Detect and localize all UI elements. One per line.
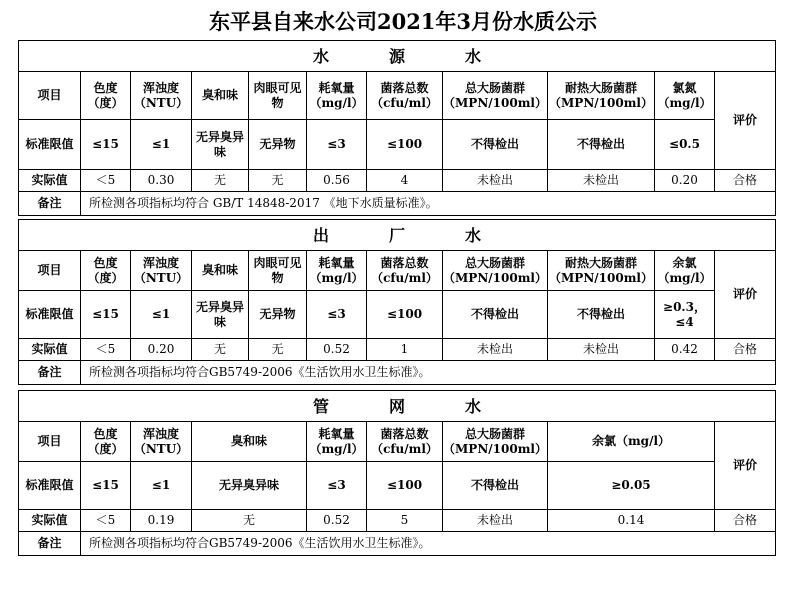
header-cell: 耗氧量（mg/l） bbox=[307, 72, 367, 120]
header-cell: 余氯（mg/l） bbox=[548, 422, 715, 462]
actual-cell: 0.20 bbox=[655, 170, 715, 192]
header-cell: 浑浊度（NTU） bbox=[131, 422, 192, 462]
actual-cell: 0.52 bbox=[307, 510, 367, 532]
evaluation-label: 评价 bbox=[715, 422, 776, 510]
standard-cell: ≤3 bbox=[307, 120, 367, 170]
actual-cell: 0.56 bbox=[307, 170, 367, 192]
standard-cell: 不得检出 bbox=[443, 462, 548, 510]
actual-cell: 0.20 bbox=[131, 339, 192, 361]
actual-cell: 未检出 bbox=[548, 339, 655, 361]
actual-cell: 5 bbox=[367, 510, 443, 532]
actual-cell: 0.14 bbox=[548, 510, 715, 532]
evaluation-cell: 合格 bbox=[715, 170, 776, 192]
standard-cell: 不得检出 bbox=[548, 120, 655, 170]
header-cell: 色度（度） bbox=[81, 72, 131, 120]
header-cell: 臭和味 bbox=[192, 72, 249, 120]
standard-cell: 不得检出 bbox=[443, 120, 548, 170]
evaluation-cell: 合格 bbox=[715, 339, 776, 361]
standard-label: 标准限值 bbox=[19, 120, 81, 170]
header-cell: 肉眼可见物 bbox=[249, 72, 307, 120]
standard-label: 标准限值 bbox=[19, 462, 81, 510]
actual-cell: 4 bbox=[367, 170, 443, 192]
actual-cell: 未检出 bbox=[443, 510, 548, 532]
evaluation-cell: 合格 bbox=[715, 510, 776, 532]
header-cell: 肉眼可见物 bbox=[249, 251, 307, 291]
remark-text: 所检测各项指标均符合 GB/T 14848-2017 《地下水质量标准》。 bbox=[81, 192, 776, 216]
header-cell: 菌落总数（cfu/ml） bbox=[367, 422, 443, 462]
standard-cell: ≤15 bbox=[81, 291, 131, 339]
actual-cell: 无 bbox=[249, 170, 307, 192]
remark-label: 备注 bbox=[19, 532, 81, 556]
actual-cell: 1 bbox=[367, 339, 443, 361]
actual-label: 实际值 bbox=[19, 170, 81, 192]
item-label: 项目 bbox=[19, 422, 81, 462]
standard-cell: ≤100 bbox=[367, 462, 443, 510]
actual-cell: 无 bbox=[192, 510, 307, 532]
header-cell: 菌落总数（cfu/ml） bbox=[367, 251, 443, 291]
standard-cell: ≤3 bbox=[307, 462, 367, 510]
remark-text: 所检测各项指标均符合GB5749-2006《生活饮用水卫生标准》。 bbox=[81, 361, 776, 385]
section-title-factory: 出 厂 水 bbox=[19, 220, 776, 251]
standard-cell: ≤3 bbox=[307, 291, 367, 339]
water-source-table bbox=[18, 40, 776, 216]
standard-cell: ≤1 bbox=[131, 462, 192, 510]
actual-cell: 无 bbox=[249, 339, 307, 361]
header-cell: 浑浊度（NTU） bbox=[131, 251, 192, 291]
actual-cell: 未检出 bbox=[443, 170, 548, 192]
header-cell: 耗氧量（mg/l） bbox=[307, 251, 367, 291]
standard-cell: 无异臭异味 bbox=[192, 291, 249, 339]
header-cell: 耗氧量（mg/l） bbox=[307, 422, 367, 462]
actual-cell: ＜5 bbox=[81, 339, 131, 361]
header-cell: 总大肠菌群（MPN/100ml） bbox=[443, 72, 548, 120]
standard-cell: 不得检出 bbox=[443, 291, 548, 339]
header-cell: 耐热大肠菌群（MPN/100ml） bbox=[548, 72, 655, 120]
standard-label: 标准限值 bbox=[19, 291, 81, 339]
section-title-network: 管 网 水 bbox=[19, 391, 776, 422]
standard-cell: ≤100 bbox=[367, 120, 443, 170]
page-title: 东平县自来水公司2021年3月份水质公示 bbox=[208, 9, 598, 34]
actual-cell: 0.30 bbox=[131, 170, 192, 192]
actual-cell: 无 bbox=[192, 170, 249, 192]
header-cell: 氯氮（mg/l） bbox=[655, 72, 715, 120]
header-cell: 菌落总数（cfu/ml） bbox=[367, 72, 443, 120]
standard-cell: 不得检出 bbox=[548, 291, 655, 339]
item-label: 项目 bbox=[19, 72, 81, 120]
pipe-network-table bbox=[18, 390, 776, 556]
header-cell: 余氯（mg/l） bbox=[655, 251, 715, 291]
actual-label: 实际值 bbox=[19, 510, 81, 532]
standard-cell: ≤1 bbox=[131, 291, 192, 339]
evaluation-label: 评价 bbox=[715, 72, 776, 170]
header-cell: 臭和味 bbox=[192, 422, 307, 462]
standard-cell: ≤15 bbox=[81, 120, 131, 170]
header-cell: 总大肠菌群（MPN/100ml） bbox=[443, 422, 548, 462]
actual-cell: 0.52 bbox=[307, 339, 367, 361]
standard-cell: ≥0.3，≤4 bbox=[655, 291, 715, 339]
item-label: 项目 bbox=[19, 251, 81, 291]
evaluation-label: 评价 bbox=[715, 251, 776, 339]
header-cell: 色度（度） bbox=[81, 251, 131, 291]
actual-cell: 0.19 bbox=[131, 510, 192, 532]
section-title-source: 水 源 水 bbox=[19, 41, 776, 72]
header-cell: 浑浊度（NTU） bbox=[131, 72, 192, 120]
header-cell: 耐热大肠菌群（MPN/100ml） bbox=[548, 251, 655, 291]
standard-cell: 无异物 bbox=[249, 120, 307, 170]
remark-label: 备注 bbox=[19, 361, 81, 385]
factory-water-table bbox=[18, 219, 776, 385]
standard-cell: ≤0.5 bbox=[655, 120, 715, 170]
standard-cell: 无异臭异味 bbox=[192, 462, 307, 510]
standard-cell: 无异臭异味 bbox=[192, 120, 249, 170]
header-cell: 总大肠菌群（MPN/100ml） bbox=[443, 251, 548, 291]
actual-cell: 无 bbox=[192, 339, 249, 361]
standard-cell: ≥0.05 bbox=[548, 462, 715, 510]
actual-cell: 未检出 bbox=[548, 170, 655, 192]
actual-label: 实际值 bbox=[19, 339, 81, 361]
header-cell: 臭和味 bbox=[192, 251, 249, 291]
standard-cell: ≤15 bbox=[81, 462, 131, 510]
remark-label: 备注 bbox=[19, 192, 81, 216]
actual-cell: 0.42 bbox=[655, 339, 715, 361]
standard-cell: ≤100 bbox=[367, 291, 443, 339]
header-cell: 色度（度） bbox=[81, 422, 131, 462]
actual-cell: 未检出 bbox=[443, 339, 548, 361]
actual-cell: ＜5 bbox=[81, 170, 131, 192]
standard-cell: ≤1 bbox=[131, 120, 192, 170]
remark-text: 所检测各项指标均符合GB5749-2006《生活饮用水卫生标准》。 bbox=[81, 532, 776, 556]
standard-cell: 无异物 bbox=[249, 291, 307, 339]
actual-cell: ＜5 bbox=[81, 510, 131, 532]
